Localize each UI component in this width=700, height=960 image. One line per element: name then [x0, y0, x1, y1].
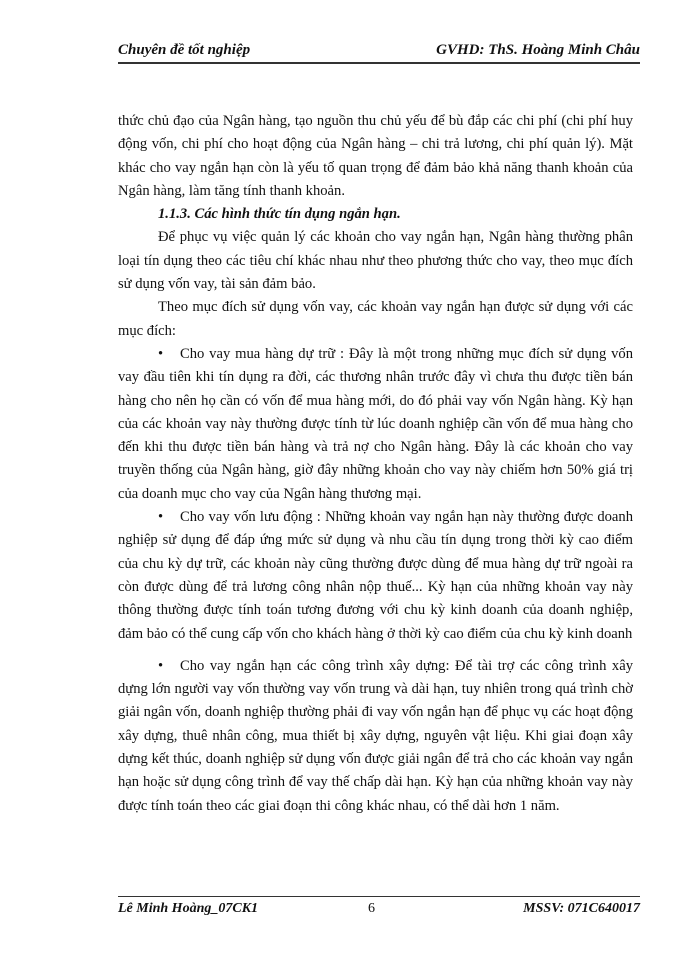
spacer	[118, 646, 633, 655]
paragraph-purpose-intro: Theo mục đích sử dụng vốn vay, các khoản vay ngắn hạn được sử dụng với các mục đích:	[118, 299, 633, 339]
bullet-icon: •	[158, 345, 164, 362]
page-footer	[118, 896, 640, 921]
page-body	[118, 110, 633, 818]
paragraph-classification: Để phục vụ việc quản lý các khoản cho vay ngắn hạn, Ngân hàng thường phân loại tín dụng theo các tiêu chí khác nhau như theo phương thức cho vay, theo mục đích sử dụng vốn vay, tài sản đảm bảo.	[118, 229, 633, 293]
bullet-text: Cho vay vốn lưu động : Những khoản vay ngắn hạn này thường được doanh nghiệp sử dụng để đáp ứng mức sử dụng và nhu cầu tín dụng trong thời kỳ cao điểm của chu kỳ dự trữ, các khoản này cũng thường được dùng để mua hàng dự trữ ngoài ra còn được dùng để trả lương công nhân nộp thuế... Kỳ hạn của những khoản vay này thông thường được tính toán tương đương với chu kỳ kinh doanh của doanh nghiệp, đảm bảo có thể cung cấp vốn cho khách hàng ở thời kỳ cao điểm của chu kỳ kinh doanh	[118, 509, 633, 642]
bullet-item-construction	[118, 655, 633, 818]
bullet-item-inventory	[118, 343, 633, 506]
paragraph-continuation: thức chủ đạo của Ngân hàng, tạo nguồn thu chủ yếu để bù đắp các chi phí (chi phí huy động vốn, chi phí cho hoạt động của Ngân hàng – chi trả lương, chi phí quản lý). Mặt khác cho vay ngắn hạn còn là yếu tố quan trọng để đảm bảo khả năng thanh khoản của Ngân hàng, làm tăng tính thanh khoản.	[118, 113, 633, 199]
bullet-icon: •	[158, 657, 164, 674]
bullet-item-working-capital	[118, 506, 633, 646]
section-heading: 1.1.3. Các hình thức tín dụng ngắn hạn.	[158, 206, 401, 223]
page-number: 6	[368, 901, 375, 916]
author-name: Lê Minh Hoàng_07CK1	[118, 901, 259, 916]
bullet-text: Cho vay mua hàng dự trữ : Đây là một trong những mục đích sử dụng vốn vay đầu tiên khi tín dụng ra đời, các thương nhân trước đây vì chưa thu được tiền bán hàng cho nên họ cần có vốn để mua hàng mới, do đó phải vay vốn Ngân hàng. Kỳ hạn của các khoản vay này thường được tính từ lúc doanh nghiệp cần vốn để mua hàng cho đến khi thu được tiền bán hàng và trả nợ cho Ngân hàng. Đây là các khoản cho vay truyền thống của Ngân hàng, giờ đây những khoản cho vay này chiếm hơn 50% giá trị của doanh mục cho vay của Ngân hàng thương mại.	[118, 345, 633, 502]
advisor-name: GVHD: ThS. Hoàng Minh Châu	[436, 42, 640, 58]
page-header	[118, 40, 640, 64]
bullet-text: Cho vay ngắn hạn các công trình xây dựng: Để tài trợ các công trình xây dựng lớn người vay vốn thường vay vốn trung và dài hạn, tuy nhiên trong quá trình chờ giải ngân vốn, doanh nghiệp thường phải đi vay vốn ngắn hạn để phục vụ các hoạt động xây dựng, thuê nhân công, mua thiết bị xây dựng, nguyên vật liệu. Khi giai đoạn xây dựng kết thúc, doanh nghiệp sử dụng vốn được giải ngân để trả cho các khoản vay ngắn hạn hoặc sử dụng công trình để vay thế chấp dài hạn. Kỳ hạn của những khoản vay này được tính toán theo các giai đoạn thi công khác nhau, có thể dài hơn 1 năm.	[118, 657, 633, 814]
thesis-title: Chuyên đề tốt nghiệp	[118, 42, 251, 58]
student-id: MSSV: 071C640017	[523, 901, 640, 916]
bullet-icon: •	[158, 509, 164, 526]
